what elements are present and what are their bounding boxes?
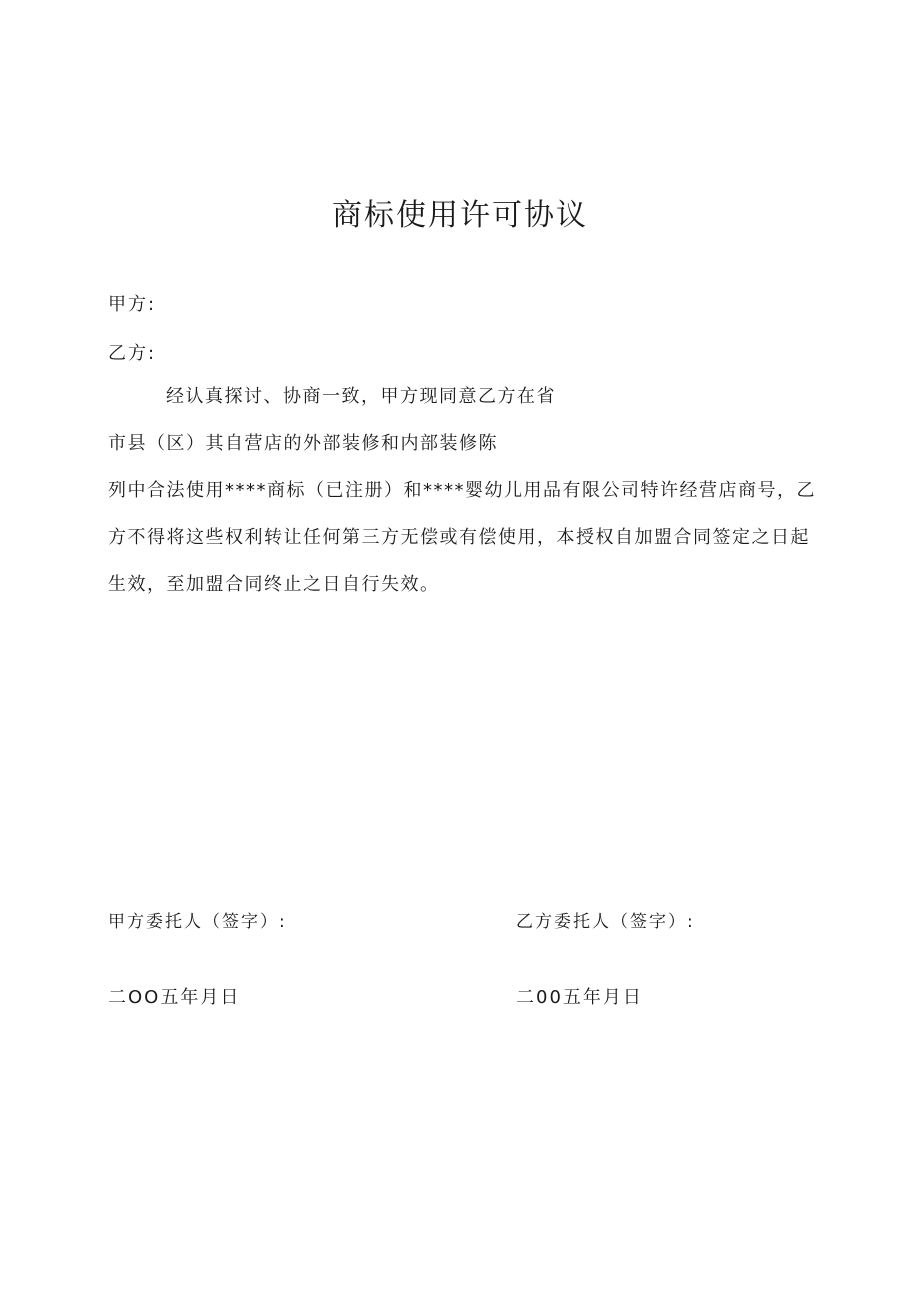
party-a-signature-label: 甲方委托人（签字）: (108, 912, 287, 932)
party-b-label: 乙方: (108, 343, 157, 364)
body-line-4: 方不得将这些权利转让任何第三方无偿或有偿使用，本授权自加盟合同签定之日起 (108, 527, 810, 548)
party-a-date: 二OO五年月日 (108, 987, 241, 1008)
body-line-3: 列中合法使用****商标（已注册）和****婴幼儿用品有限公司特许经营店商号，乙 (108, 480, 816, 501)
party-b-signature-label: 乙方委托人（签字）: (516, 912, 695, 932)
document-title: 商标使用许可协议 (332, 198, 588, 233)
body-line-1: 经认真探讨、协商一致，甲方现同意乙方在省 (166, 386, 556, 407)
party-b-date: 二00五年月日 (516, 987, 643, 1008)
body-line-2: 市县（区）其自营店的外部装修和内部装修陈 (108, 433, 498, 454)
body-line-5: 生效，至加盟合同终止之日自行失效。 (108, 574, 440, 595)
party-a-label: 甲方: (108, 294, 157, 315)
